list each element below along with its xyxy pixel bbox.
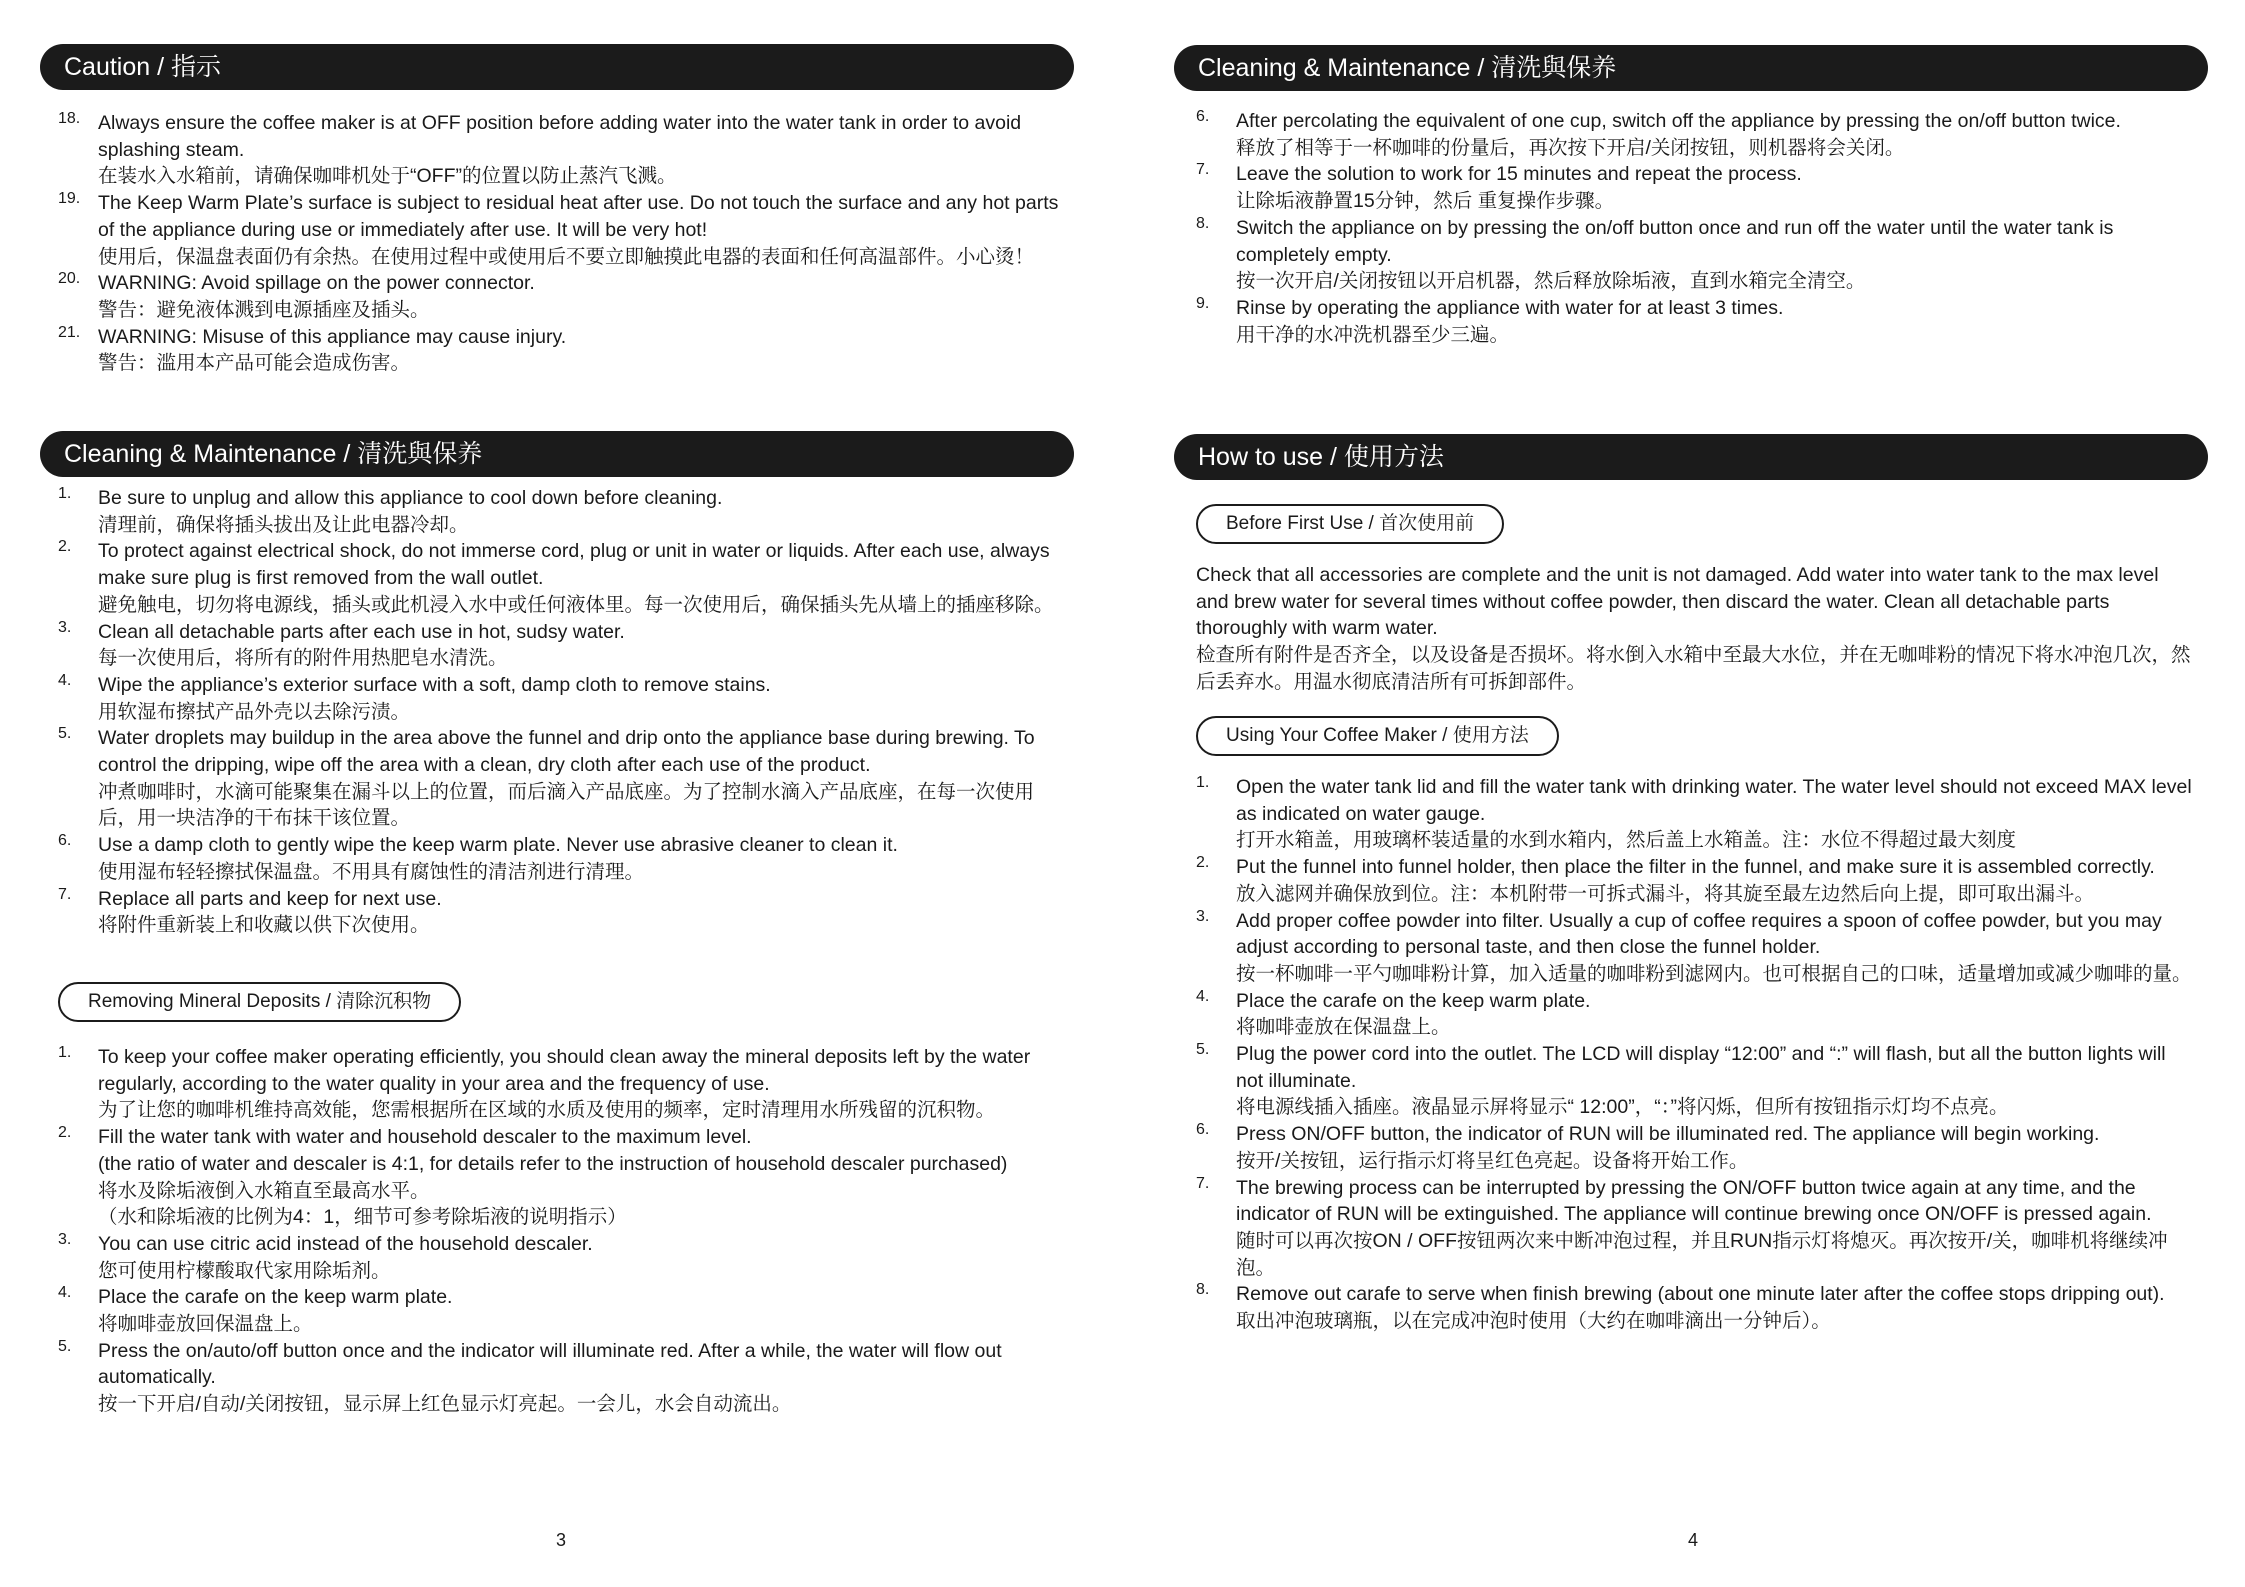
cleaning-list (58, 485, 1063, 939)
mineral-deposits-label: Removing Mineral Deposits / 清除沉积物 (58, 982, 461, 1022)
list-item: 3. Clean all detachable parts after each use in hot, sudsy water. 每一次使用后，将所有的附件用热肥皂水清洗。 (58, 618, 625, 670)
how-to-use-header: How to use / 使用方法 (1174, 434, 2208, 480)
using-coffee-maker-label: Using Your Coffee Maker / 使用方法 (1196, 716, 1559, 756)
list-item: 21. WARNING: Misuse of this appliance may cause injury. 警告：滥用本产品可能会造成伤害。 (58, 323, 567, 375)
list-item: 2. To protect against electrical shock, do not immerse cord, plug or unit in water or liquids. After each use, always make sure plug is first removed from the wall outlet. 避免触电，切勿将电源线，插头或此机浸入水中或任何液体里。每一次使用后，确保插头先从墙上的插座移除。 (58, 538, 1054, 616)
left-page (0, 0, 1122, 1587)
list-item: 9. Rinse by operating the appliance with water for at least 3 times. 用干净的水冲洗机器至少三遍。 (1196, 294, 1784, 346)
list-item: 1. Be sure to unplug and allow this appliance to cool down before cleaning. 清理前，确保将插头拔出及让此电器冷却。 (58, 485, 723, 536)
cleaning-header: Cleaning & Maintenance / 清洗與保养 (40, 431, 1074, 477)
caution-header: Caution / 指示 (40, 44, 1074, 90)
list-item: 8. Remove out carafe to serve when finish brewing (about one minute later after the coffee stops dripping out). 取出冲泡玻璃瓶，以在完成冲泡时使用（大约在咖啡滴出一分钟后）。 (1196, 1281, 2165, 1333)
list-item: 4. Place the carafe on the keep warm plate. 将咖啡壶放回保温盘上。 (58, 1284, 453, 1336)
list-item: 8. Switch the appliance on by pressing the on/off button once and run off the water until the water tank is completely empty. 按一次开启/关闭按钮以开启机器，然后释放除垢液，直到水箱完全清空。 (1196, 214, 2114, 293)
cleaning-continued-header: Cleaning & Maintenance / 清洗與保养 (1174, 45, 2208, 91)
list-item: 4. Place the carafe on the keep warm plate. 将咖啡壶放在保温盘上。 (1196, 987, 1591, 1039)
list-item: 7. The brewing process can be interrupted by pressing the ON/OFF button twice again at any time, and the indicator of RUN will be extinguished. The appliance will continue brewing once ON/OFF is pressed again. 随时可以再次按ON / OFF按钮两次来中断冲泡过程，并且RUN指示灯将熄灭。再次按开/关，咖啡机将继续冲泡。 (1196, 1174, 2168, 1279)
list-item: 5. Plug the power cord into the outlet. The LCD will display “12:00” and “:” will flash, but all the button lights will not illuminate. 将电源线插入插座。液晶显示屏将显示“ 12:00”，“：”将闪烁，但所有按钮指示灯均不点亮。 (1196, 1041, 2166, 1119)
list-item: 7. Leave the solution to work for 15 minutes and repeat the process. 让除垢液静置15分钟，然后 重复操作步骤。 (1196, 161, 1802, 213)
list-item: 2. Put the funnel into funnel holder, then place the filter in the funnel, and make sure it is assembled correctly. 放入滤网并确保放到位。注：本机附带一可拆式漏斗，将其旋至最左边然后向上提，即可取出漏斗。 (1196, 854, 2155, 905)
list-item: 5. Water droplets may buildup in the area above the funnel and drip onto the appliance base during brewing. To control the dripping, wipe off the area with a clean, dry cloth after each use of the product. 冲煮咖啡时，水滴可能聚集在漏斗以上的位置，而后滴入产品底座。为了控制水滴入产品底座，在每一次使用后，用一块洁净的干布抹干该位置。 (58, 725, 1035, 830)
list-item: 1. Open the water tank lid and fill the water tank with drinking water. The water level should not exceed MAX level as indicated on water gauge. 打开水箱盖，用玻璃杯装适量的水到水箱内，然后盖上水箱盖。注：水位不得超过最大刻度 (1196, 774, 2192, 852)
mineral-list (58, 1044, 1063, 1418)
before-first-use-text: Check that all accessories are complete and the unit is not damaged. Add water into water tank to the max level and brew water for several times without coffee powder, then discard the water. Clean all detachable parts thoroughly with warm water. 检查所有附件是否齐全，以及设备是否损坏。将水倒入水箱中至最大水位，并在无咖啡粉的情况下将水冲泡几次，然后丢弃水。用温水彻底清洁所有可拆卸部件。 (1196, 564, 2191, 693)
list-item: 1. To keep your coffee maker operating efficiently, you should clean away the mineral deposits left by the water regularly, according to the water quality in your area and the frequency of use. 为了让您的咖啡机维持高效能，您需根据所在区域的水质及使用的频率，定时清理用水所残留的沉积物。 (58, 1044, 1031, 1122)
list-item: 20. WARNING: Avoid spillage on the power connector. 警告：避免液体溅到电源插座及插头。 (58, 270, 535, 321)
list-item: 6. After percolating the equivalent of one cup, switch off the appliance by pressing the on/off button twice. 释放了相等于一杯咖啡的份量后，再次按下开启/关闭按钮，则机器将会关闭。 (1196, 108, 2121, 159)
using-list (1196, 774, 2196, 1335)
list-item: 3. Add proper coffee powder into filter. Usually a cup of coffee requires a spoon of coffee powder, but you may adjust according to personal taste, and then close the funnel holder. 按一杯咖啡一平勺咖啡粉计算，加入适量的咖啡粉到滤网内。也可根据自己的口味，适量增加或减少咖啡的量。 (1196, 907, 2192, 985)
cleaning-continued-list (1196, 108, 2196, 348)
right-page (1122, 0, 2244, 1587)
caution-list (58, 110, 1063, 377)
page-number: 3 (556, 1530, 567, 1550)
list-item: 2. Fill the water tank with water and household descaler to the maximum level. (the ratio of water and descaler is 4:1, for details refer to the instruction of household descaler purchased) 将水及除垢液倒入水箱直至最高水平。 （水和除垢液的比例为4：1，细节可参考除垢液的说明指示） (58, 1124, 1008, 1229)
list-item: 7. Replace all parts and keep for next use. 将附件重新装上和收藏以供下次使用。 (58, 885, 442, 937)
list-item: 6. Use a damp cloth to gently wipe the keep warm plate. Never use abrasive cleaner to clean it. 使用湿布轻轻擦拭保温盘。不用具有腐蚀性的清洁剂进行清理。 (58, 832, 898, 883)
list-item: 4. Wipe the appliance’s exterior surface with a soft, damp cloth to remove stains. 用软湿布擦拭产品外壳以去除污渍。 (58, 671, 771, 723)
before-first-use-label: Before First Use / 首次使用前 (1196, 504, 1504, 544)
list-item: 5. Press the on/auto/off button once and the indicator will illuminate red. After a while, the water will flow out automatically. 按一下开启/自动/关闭按钮，显示屏上红色显示灯亮起。一会儿，水会自动流出。 (58, 1337, 1002, 1416)
list-item: 3. You can use citric acid instead of the household descaler. 您可使用柠檬酸取代家用除垢剂。 (58, 1230, 593, 1282)
list-item: 19. The Keep Warm Plate’s surface is subject to residual heat after use. Do not touch the surface and any hot parts of the appliance during use or immediately after use. It will be very hot! 使用后，保温盘表面仍有余热。在使用过程中或使用后不要立即触摸此电器的表面和任何高温部件。小心烫！ (58, 190, 1059, 268)
list-item: 6. Press ON/OFF button, the indicator of RUN will be illuminated red. The appliance will begin working. 按开/关按钮，运行指示灯将呈红色亮起。设备将开始工作。 (1196, 1121, 2100, 1172)
page-number: 4 (1688, 1530, 1699, 1550)
list-item: 18. Always ensure the coffee maker is at OFF position before adding water into the water tank in order to avoid splashing steam. 在装水入水箱前，请确保咖啡机处于“OFF”的位置以防止蒸汽飞溅。 (58, 110, 1022, 188)
